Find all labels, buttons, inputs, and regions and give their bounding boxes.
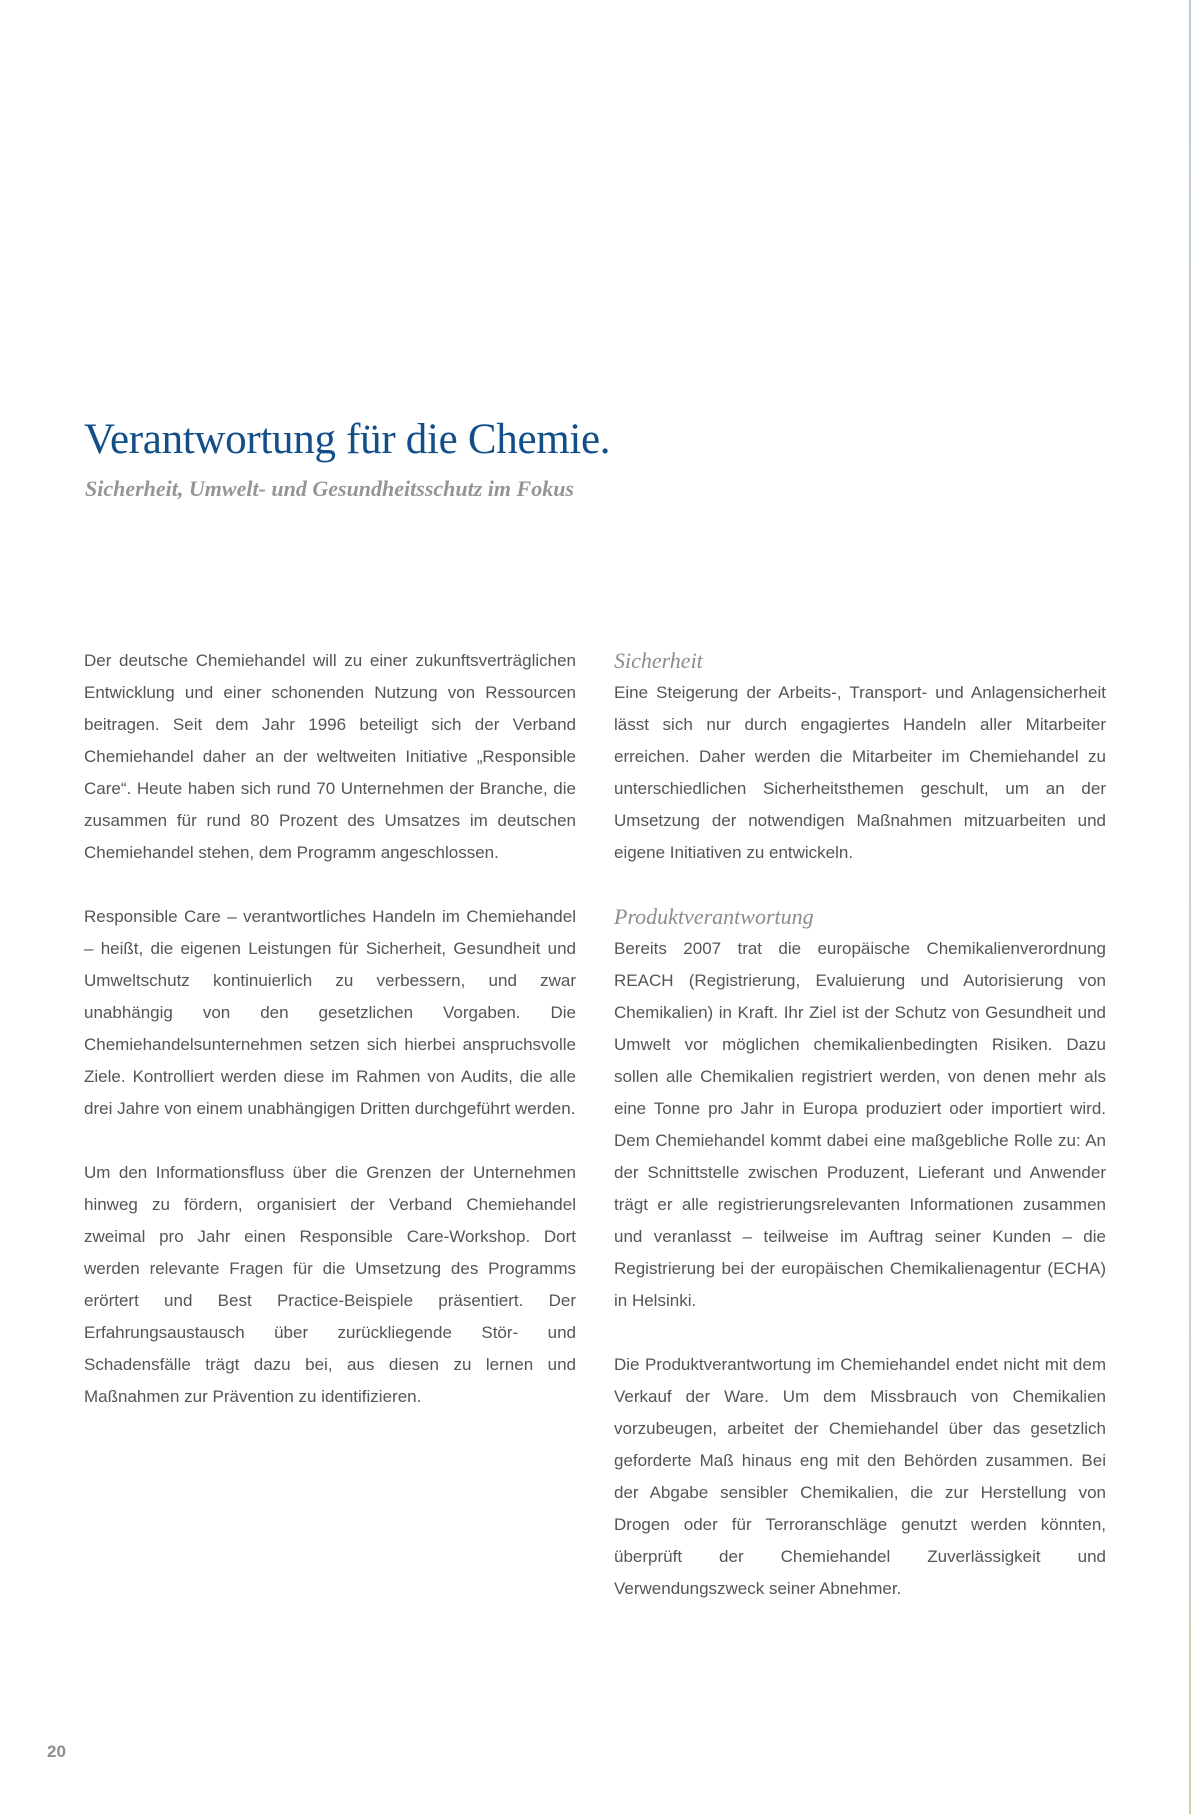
body-paragraph: Die Produktverantwortung im Chemiehandel endet nicht mit dem Verkauf der Ware. Um dem Missbrauch von Chemikalien vorzubeugen, arbeitet der Chemiehandel über das gesetzlich geforderte Maß hinaus eng mit den Behörden zusammen. Bei der Abgabe sensibler Chemikalien, die zur Herstellung von Drogen oder für Terroranschläge genutzt werden könnten, überprüft der Chemiehandel Zuverlässigkeit und Verwendungszweck seiner Abnehmer. (614, 1355, 1106, 1598)
body-paragraph: Eine Steigerung der Arbeits-, Transport- und Anlagensicherheit lässt sich nur durch engagiertes Handeln aller Mitarbeiter erreichen. Daher werden die Mitarbeiter im Chemiehandel zu unterschiedlichen Sicherheitsthemen geschult, um an der Umsetzung der notwendigen Maßnahmen mitzuarbeiten und eigene Initiativen zu entwickeln. (614, 683, 1106, 862)
body-paragraph: Bereits 2007 trat die europäische Chemikalienverordnung REACH (Registrierung, Evaluierung und Autorisierung von Chemikalien) in Kraft. Ihr Ziel ist der Schutz von Gesundheit und Umwelt vor möglichen chemikalienbedingten Risiken. Dazu sollen alle Chemikalien registriert werden, von denen mehr als eine Tonne pro Jahr in Europa produziert oder importiert wird. Dem Chemiehandel kommt dabei eine maßgebliche Rolle zu: An der Schnittstelle zwischen Produzent, Lieferant und Anwender trägt er alle registrierungsrelevanten Informationen zusammen und veranlasst – teilweise im Auftrag seiner Kunden – die Registrierung bei der europäischen Chemikalienagentur (ECHA) in Helsinki. (614, 939, 1106, 1310)
section-heading: Produktverantwortung (614, 904, 814, 929)
page-title: Verantwortung für die Chemie. (84, 416, 611, 463)
section-heading: Sicherheit (614, 648, 703, 673)
body-paragraph: Um den Informationsfluss über die Grenzen der Unternehmen hinweg zu fördern, organisiert der Verband Chemiehandel zweimal pro Jahr einen Responsible Care-Workshop. Dort werden relevante Fragen für die Umsetzung des Programms erörtert und Best Practice-Beispiele präsentiert. Der Erfahrungsaustausch über zurückliegende Stör- und Schadensfälle trägt dazu bei, aus diesen zu lernen und Maßnahmen zur Prävention zu identifizieren. (84, 1163, 576, 1406)
right-column (614, 645, 1106, 1637)
page-number: 20 (47, 1742, 66, 1761)
page-subtitle: Sicherheit, Umwelt- und Gesundheitsschutz im Fokus (85, 476, 574, 501)
body-paragraph: Responsible Care – verantwortliches Handeln im Chemiehandel – heißt, die eigenen Leistungen für Sicherheit, Gesundheit und Umweltschutz kontinuierlich zu verbessern, und zwar unabhängig von den gesetzlichen Vorgaben. Die Chemiehandelsunternehmen setzen sich hierbei anspruchsvolle Ziele. Kontrolliert werden diese im Rahmen von Audits, die alle drei Jahre von einem unabhängigen Dritten durchgeführt werden. (84, 907, 576, 1118)
body-paragraph: Der deutsche Chemiehandel will zu einer zukunftsverträglichen Entwicklung und einer schonenden Nutzung von Ressourcen beitragen. Seit dem Jahr 1996 beteiligt sich der Verband Chemiehandel daher an der weltweiten Initiative „Responsible Care“. Heute haben sich rund 70 Unternehmen der Branche, die zusammen für rund 80 Prozent des Umsatzes im deutschen Chemiehandel stehen, dem Programm angeschlossen. (84, 651, 576, 862)
left-column (84, 645, 576, 1445)
section-produktverantwortung (614, 901, 1106, 1605)
section-sicherheit (614, 645, 1106, 869)
